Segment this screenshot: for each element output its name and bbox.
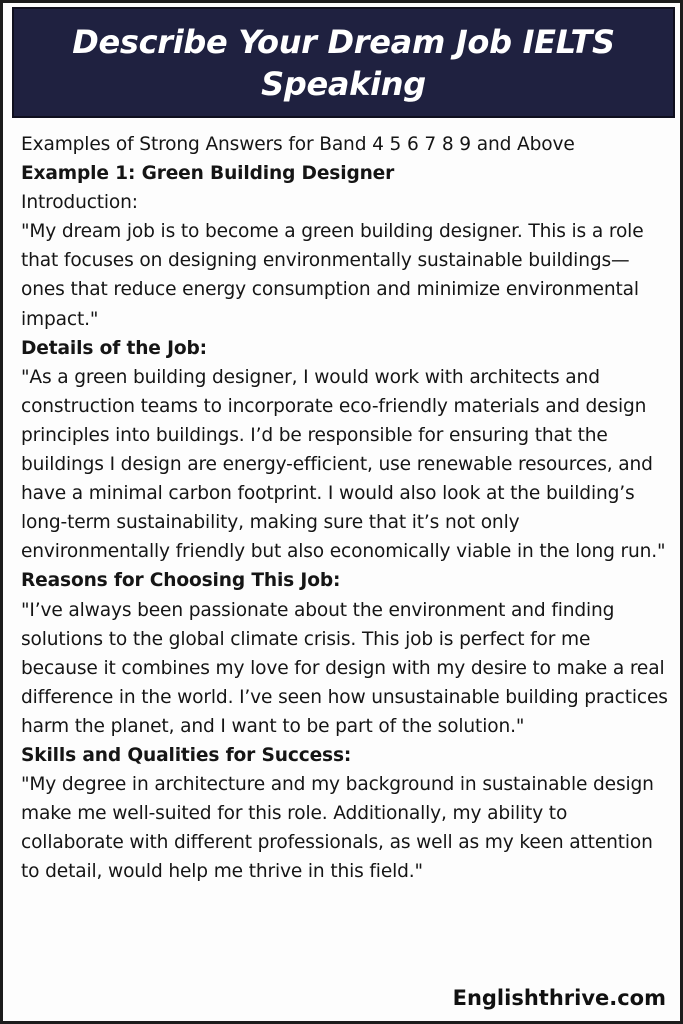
subtitle: Examples of Strong Answers for Band 4 5 6 7 8 9 and Above [21,134,575,155]
details-heading: Details of the Job: [21,337,207,359]
page-title: Describe Your Dream Job IELTS Speaking [72,22,615,103]
intro-label: Introduction: [21,192,138,214]
skills-heading: Skills and Qualities for Success: [21,744,352,766]
intro-text: "My dream job is to become a green building designer. This is a role that focuses on designing environmentally sustainable buildings—ones that reduce energy consumption and minimize environmental impact." [21,221,644,330]
site-watermark: Englishthrive.com [452,986,666,1010]
article-body [21,130,671,886]
reasons-text: "I’ve always been passionate about the environment and finding solutions to the global climate crisis. This job is perfect for me because it combines my love for design with my desire to make a real difference in the world. I’ve seen how unsustainable building practices harm the planet, and I want to be part of the solution." [21,599,668,737]
skills-text: "My degree in architecture and my background in sustainable design make me well-suited for this role. Additionally, my ability to collaborate with different professionals, as well as my keen attention to detail, would help me thrive in this field." [21,774,654,883]
reasons-heading: Reasons for Choosing This Job: [21,570,341,592]
example-heading: Example 1: Green Building Designer [21,163,395,185]
details-text: "As a green building designer, I would work with architects and construction teams to incorporate eco-friendly materials and design principles into buildings. I’d be responsible for ensuring that the buildings I design are energy-efficient, use renewable resources, and have a minimal carbon footprint. I would also look at the building’s long-term sustainability, making sure that it’s not only environmentally friendly but also economically viable in the long run." [21,366,666,563]
title-banner [12,7,675,118]
